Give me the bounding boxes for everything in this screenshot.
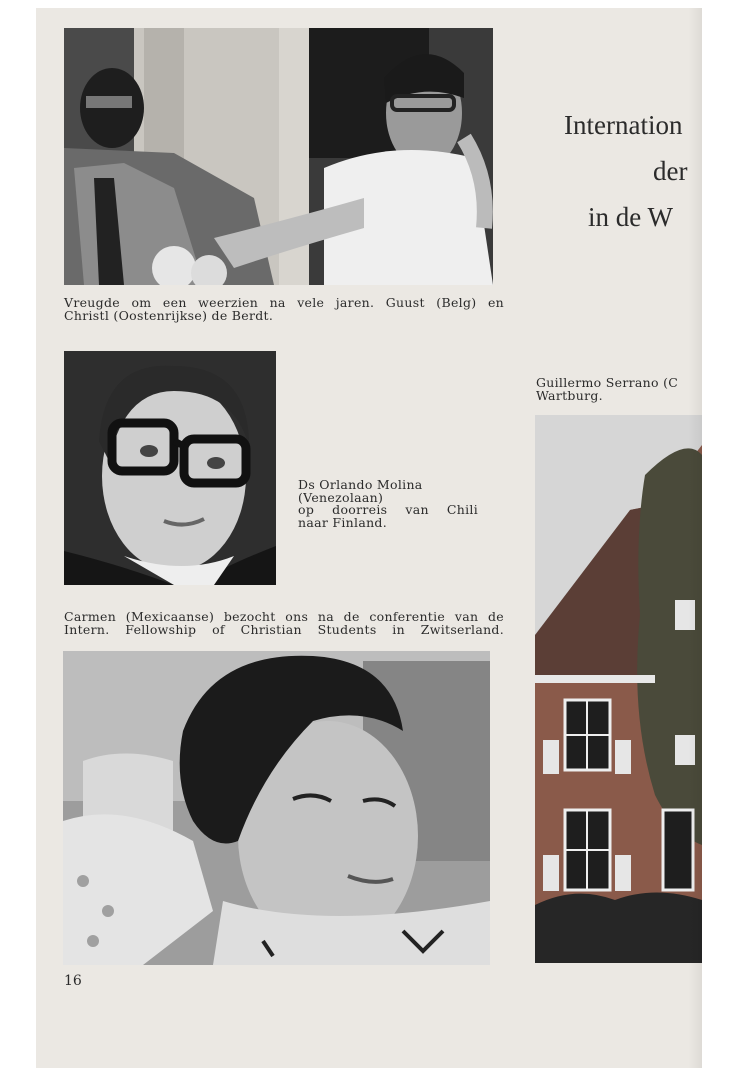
caption-line: Guillermo Serrano (C [536,375,679,390]
article-title-line-1: Internation [564,110,683,140]
caption-line: Ds Orlando Molina [298,477,423,492]
caption-wartburg [536,376,702,402]
caption-line: Intern. Fellowship of Christian Students in Zwitserland. [64,622,504,637]
caption-line: op doorreis van Chili [298,502,478,517]
caption-guust-christl [64,296,504,322]
page-edge-shadow [688,8,702,1068]
page-number: 16 [64,973,82,989]
caption-line: (Venezolaan) [298,489,384,505]
magazine-page [36,8,702,1068]
caption-line: naar Finland. [298,514,388,530]
article-title-line-2: der [653,156,688,186]
article-title-line-3: in de W [588,202,673,232]
caption-orlando-molina [298,479,478,529]
caption-line: Wartburg. [536,388,603,403]
photo-wartburg-building [535,415,702,963]
caption-line: Christl (Oostenrijkse) de Berdt. [64,308,274,323]
caption-line: Carmen (Mexicaanse) bezocht ons na de conferentie van de [64,609,504,624]
caption-line: Vreugde om een weerzien na vele jaren. Guust (Belg) en [64,295,504,310]
photo-carmen [63,651,490,965]
photo-orlando-molina [64,351,276,585]
photo-guust-christl [64,28,493,285]
caption-carmen [64,610,504,636]
